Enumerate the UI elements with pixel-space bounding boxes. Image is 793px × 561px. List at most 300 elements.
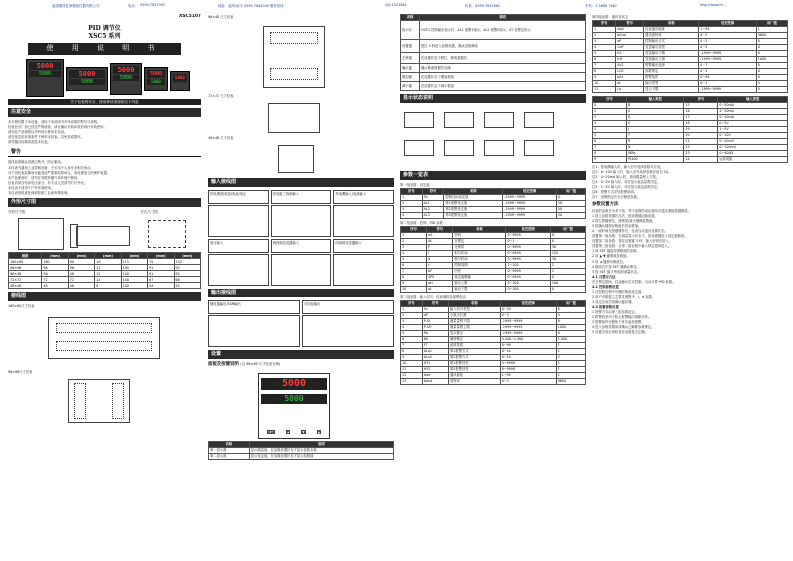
cell: 按住 3 秒进入参数设置，确认参数修改 bbox=[419, 40, 585, 53]
state-box bbox=[444, 140, 474, 156]
cell: 48 bbox=[68, 283, 94, 289]
column-1 bbox=[8, 14, 201, 554]
cell: 0~99 bbox=[500, 342, 556, 348]
output-wiring-title: 输出接线图 bbox=[208, 289, 394, 298]
op-line: 3 报警延时可避免干扰引起误报警。 bbox=[592, 319, 645, 324]
terminal-column-right bbox=[112, 383, 124, 419]
cell: 9 bbox=[593, 156, 627, 162]
cell: 2 bbox=[593, 114, 627, 120]
col-header: 说明 bbox=[249, 442, 393, 448]
wiring-diagram-96x96 bbox=[8, 375, 201, 425]
note-line: 注6：报警方式详见报警说明。 bbox=[592, 189, 637, 194]
display-flow-diagram bbox=[400, 106, 586, 168]
cell: 0~100mV bbox=[718, 144, 788, 150]
cell: ALS bbox=[616, 62, 644, 68]
cell: Pb bbox=[422, 330, 448, 336]
cell: ALo1 bbox=[422, 348, 448, 354]
cell: 23 bbox=[684, 150, 718, 156]
key-function-table bbox=[400, 14, 586, 91]
cell: 1.000 bbox=[556, 336, 585, 342]
up-key[interactable]: ▲ bbox=[317, 430, 320, 435]
terminal-row bbox=[270, 68, 318, 80]
cell: 22 bbox=[684, 144, 718, 150]
dim-header: (mm) bbox=[148, 253, 174, 259]
cell: 8 bbox=[593, 68, 616, 74]
cell: 积分时间 bbox=[453, 250, 506, 256]
cell: 0~100 bbox=[506, 286, 550, 292]
table-title: 第四组参数：通讯及其它 bbox=[592, 14, 629, 19]
cell: 0 bbox=[756, 86, 787, 92]
cell: 11 bbox=[401, 366, 423, 372]
cell: S bbox=[627, 108, 684, 114]
cell: 第2报警回差 bbox=[448, 366, 500, 372]
cell: 1 bbox=[756, 26, 787, 32]
cell: -1999~9999 bbox=[503, 194, 557, 200]
cell: 7 bbox=[593, 144, 627, 150]
cell: 0~3 bbox=[699, 32, 756, 38]
cell: -1999~9999 bbox=[503, 212, 557, 218]
cell: 0~10 bbox=[500, 348, 556, 354]
cell: 0 bbox=[556, 330, 585, 336]
table-row bbox=[209, 454, 394, 460]
cell: 第1报警方式 bbox=[448, 348, 500, 354]
cell: 变送输出下限 bbox=[644, 50, 699, 56]
table-title: 第一组参数：设定值 bbox=[400, 182, 430, 187]
cell: 44 bbox=[148, 283, 174, 289]
cell: 100 bbox=[121, 271, 147, 277]
table-row bbox=[401, 212, 586, 218]
cell: 控制目标设定值 bbox=[444, 194, 503, 200]
cell: 2 bbox=[593, 32, 616, 38]
cell: FT bbox=[422, 342, 448, 348]
cell: 指示灯 bbox=[401, 21, 420, 40]
cell: 满度修正 bbox=[448, 336, 500, 342]
state-box bbox=[484, 112, 514, 128]
cell: N bbox=[627, 144, 684, 150]
cell: 左移键 bbox=[401, 53, 420, 64]
input-caption: 电压输入 bbox=[208, 239, 269, 253]
cell: 20 bbox=[684, 132, 718, 138]
param-table-3 bbox=[400, 300, 586, 385]
cell: 0 bbox=[756, 44, 787, 50]
cell: 测量量程下限 bbox=[448, 318, 500, 324]
cell: 0~9999 bbox=[506, 274, 550, 280]
manual-title: 使 用 说 明 书 bbox=[28, 43, 181, 54]
cell: 在设置状态下增加数值 bbox=[419, 73, 585, 82]
cell: 6 bbox=[401, 336, 423, 342]
col-header: 名称 bbox=[401, 15, 420, 21]
cell: 变送输出类型 bbox=[644, 44, 699, 50]
down-key[interactable]: ▼ bbox=[302, 430, 305, 435]
table-row bbox=[401, 73, 586, 82]
cell: 1 bbox=[550, 268, 585, 274]
op-line: 4 一段时间无按键操作后，仪表自动退出设置状态。 bbox=[592, 229, 668, 234]
op-line: 3 设定完成后按确认键存储。 bbox=[592, 299, 635, 304]
cell: 2 bbox=[401, 200, 423, 206]
setup-title: 设置 bbox=[208, 350, 394, 359]
cell: 8 bbox=[593, 150, 627, 156]
cell: 0 bbox=[550, 232, 585, 238]
cell: 115 bbox=[121, 259, 147, 265]
op-line: 设置第三组参数：在第二组参数中输入特定密码进入。 bbox=[592, 244, 672, 249]
device-sv: 5000 bbox=[113, 75, 139, 81]
cell: 0~9999 bbox=[500, 366, 556, 372]
column-4 bbox=[592, 14, 788, 554]
cell: 0~9999 bbox=[506, 256, 550, 262]
cell: 比例带 bbox=[453, 244, 506, 250]
cell: 7 bbox=[401, 268, 427, 274]
col-header: 设定范围 bbox=[503, 188, 557, 194]
cell: 0 bbox=[556, 194, 585, 200]
param-table-1 bbox=[400, 188, 586, 219]
cell: 7 bbox=[593, 62, 616, 68]
input-figure bbox=[208, 254, 269, 286]
cell: -1999~9999 bbox=[699, 56, 756, 62]
cell: I bbox=[427, 250, 453, 256]
cell: trL bbox=[616, 50, 644, 56]
cell: AL3 bbox=[422, 212, 444, 218]
input-caption: 热电偶输入/电流输入 bbox=[333, 190, 394, 204]
cell: 在设置状态下移位，修改数据位 bbox=[419, 53, 585, 64]
cell: 96×96 bbox=[9, 265, 42, 271]
cell: 3 bbox=[401, 318, 423, 324]
shift-key[interactable]: ◄ bbox=[286, 430, 290, 435]
cell: LCK bbox=[616, 68, 644, 74]
cell: 0~400Ω bbox=[718, 150, 788, 156]
panel-sv-display: 5000 bbox=[261, 394, 327, 404]
fax: 传真：0599-7837862 bbox=[465, 4, 501, 8]
cell: 96 bbox=[42, 265, 68, 271]
cell: 2 bbox=[401, 312, 423, 318]
phone: 0599-7837092 bbox=[140, 3, 165, 7]
size-label: 160×80尺寸仪表 bbox=[8, 304, 35, 309]
cell: 50 bbox=[556, 206, 585, 212]
cell: bAL bbox=[616, 74, 644, 80]
cell: 11 bbox=[593, 86, 616, 92]
cell: 0~10 bbox=[500, 354, 556, 360]
cell: 设置键 bbox=[401, 40, 420, 53]
panel-pv-display: 5000 bbox=[261, 378, 327, 390]
cell: 0~9999 bbox=[506, 232, 550, 238]
cell: 1~99 bbox=[699, 26, 756, 32]
cell: 15 bbox=[684, 102, 718, 108]
cell: 控制输出方式 bbox=[644, 38, 699, 44]
device-pv: 5000 bbox=[147, 70, 165, 78]
column-3 bbox=[400, 14, 586, 554]
cell: 0 bbox=[756, 62, 787, 68]
cell: 91 bbox=[148, 265, 174, 271]
dim-header: (mm) bbox=[68, 253, 94, 259]
cell: 48×48 bbox=[9, 283, 42, 289]
header-bar bbox=[0, 0, 793, 9]
cell: 0~10V bbox=[718, 132, 788, 138]
safety-section-title: 注意安全 bbox=[8, 108, 201, 117]
device-3 bbox=[110, 63, 142, 95]
cell: 80 bbox=[68, 259, 94, 265]
cell: 8 bbox=[401, 274, 427, 280]
mobile: 手机：1-3888 7962 bbox=[585, 4, 617, 8]
op-line: 4 进入参数设置前请确认已解除参数锁定。 bbox=[592, 324, 655, 329]
cell: 92 bbox=[174, 271, 200, 277]
cell: trH bbox=[616, 56, 644, 62]
op-line: 3 按确认键保存修改后的参数值。 bbox=[592, 224, 642, 229]
warning-line: 本产品使用时，请勿在易燃易爆气体环境中使用。 bbox=[8, 175, 81, 180]
col-header: 出厂值 bbox=[756, 20, 787, 26]
address: 地址：福州/南平 0599-7845000 服务热线 bbox=[218, 4, 284, 8]
cell: 50 bbox=[556, 212, 585, 218]
cell: WRe bbox=[627, 150, 684, 156]
cell: 72 bbox=[42, 277, 68, 283]
input-caption: 两线制变送器输入 bbox=[271, 239, 332, 253]
wiring-diagram-160x80 bbox=[8, 309, 201, 369]
cell: Sn bbox=[422, 306, 448, 312]
cell: 1000 bbox=[756, 56, 787, 62]
op-line: 3 用 ◄ 键移动修改位。 bbox=[592, 259, 627, 264]
cell: 96 bbox=[68, 265, 94, 271]
col-header: 设定范围 bbox=[506, 226, 550, 232]
dimension-drawing bbox=[8, 214, 201, 252]
panel-outline bbox=[258, 373, 330, 439]
cell: 1~5V bbox=[718, 126, 788, 132]
col-header: 名称 bbox=[444, 188, 503, 194]
col-header: 符号 bbox=[616, 20, 644, 26]
cell: 17 bbox=[684, 114, 718, 120]
cell: R bbox=[627, 138, 684, 144]
cell: P bbox=[427, 244, 453, 250]
cell: 72×72 bbox=[9, 277, 42, 283]
safety-line: 请勿擅自拆卸或改装本仪表。 bbox=[8, 140, 51, 145]
op-heading: 4.1 自整定方法 bbox=[592, 274, 616, 279]
cell: 9 bbox=[401, 354, 423, 360]
cell: 确认修改数据并存储 bbox=[419, 64, 585, 73]
cell: 30 bbox=[550, 244, 585, 250]
state-box bbox=[484, 140, 514, 156]
cell: 1000 bbox=[556, 324, 585, 330]
cell: 测量量程上限 bbox=[448, 324, 500, 330]
cell: 增加键 bbox=[401, 73, 420, 82]
cell: 7 bbox=[401, 342, 423, 348]
cell: 48 bbox=[42, 283, 68, 289]
cell: 0 bbox=[556, 312, 585, 318]
cell: 0 bbox=[550, 238, 585, 244]
devices-photo bbox=[8, 57, 201, 97]
note-line: 注7：参数锁定后无法修改参数。 bbox=[592, 194, 641, 199]
company-name: 福建顺昌虹润精密仪器有限公司 bbox=[52, 4, 100, 8]
cell: 6 bbox=[401, 262, 427, 268]
cell: 0~29 bbox=[500, 306, 556, 312]
cell: 8 bbox=[95, 283, 121, 289]
wiring-diagram-48x48 bbox=[208, 141, 394, 175]
cell: 1~99 bbox=[500, 372, 556, 378]
column-2 bbox=[208, 14, 394, 554]
cell: ot bbox=[616, 80, 644, 86]
cell: 第3报警设定值 bbox=[444, 212, 503, 218]
title-2: XSC5 系列 bbox=[88, 33, 121, 41]
dim-header: (mm) bbox=[121, 253, 147, 259]
cell: Add bbox=[422, 372, 448, 378]
cell: 0 bbox=[756, 68, 787, 74]
cell: d bbox=[427, 256, 453, 262]
cell: 报警延时 bbox=[644, 74, 699, 80]
cell: Add bbox=[616, 26, 644, 32]
cell: 显示测量值，在参数设置状态下显示参数名称 bbox=[249, 448, 393, 454]
cell: 0~5V bbox=[718, 120, 788, 126]
col-header: 序号 bbox=[401, 226, 427, 232]
cell: oL bbox=[427, 286, 453, 292]
op-line: 设置第二组参数：按住设置键 3 秒，输入密码后进入。 bbox=[592, 239, 673, 244]
param-setting-title: 参数设置方法 bbox=[592, 202, 619, 208]
cell: 参数锁定 bbox=[644, 68, 699, 74]
cell: 4 bbox=[401, 212, 423, 218]
cell: P-SH bbox=[422, 324, 448, 330]
cell: AL1 bbox=[422, 200, 444, 206]
cell: 12 bbox=[95, 271, 121, 277]
cell: 4 bbox=[593, 126, 627, 132]
cell: 4 bbox=[401, 250, 427, 256]
terminal-row-top bbox=[56, 323, 152, 333]
col-header: 名称 bbox=[453, 226, 506, 232]
table-row bbox=[9, 283, 201, 289]
cell: 96 bbox=[42, 271, 68, 277]
banner: 关于仪表的安全、使用事项请阅读以下内容 bbox=[8, 99, 201, 106]
cell: dF bbox=[427, 268, 453, 274]
cell: 160 bbox=[42, 259, 68, 265]
cell: 0~20mV bbox=[718, 138, 788, 144]
cell: 96×48 bbox=[9, 271, 42, 277]
col-header: 序号 bbox=[401, 300, 423, 306]
input-figure bbox=[333, 254, 394, 286]
cell: KK bbox=[422, 336, 448, 342]
device-2 bbox=[66, 67, 108, 91]
dimension-section-title: 外形尺寸图 bbox=[8, 198, 201, 207]
warning-line: 对于因仪表故障而可能造成严重事故的场合，请设置独立的保护装置。 bbox=[8, 170, 111, 175]
cell: 设定值限幅 bbox=[453, 274, 506, 280]
op-line: 设置第一组参数：在测量显示状态下，按设置键进入设定值修改。 bbox=[592, 234, 688, 239]
cell: 第二显示窗 bbox=[209, 454, 250, 460]
cell: B bbox=[627, 102, 684, 108]
cell: 0 bbox=[593, 102, 627, 108]
device-4 bbox=[144, 67, 168, 91]
safety-line: 仪表在出厂前已经过严格检验，请在确认安装环境后再行安装使用。 bbox=[8, 125, 107, 130]
state-box bbox=[444, 112, 474, 128]
cell: 通讯波特率 bbox=[644, 32, 699, 38]
cell: 0~7 bbox=[699, 62, 756, 68]
terminal-block bbox=[268, 103, 320, 133]
cell: 显示下限 bbox=[644, 86, 699, 92]
cell: 1 bbox=[556, 342, 585, 348]
cell: oP bbox=[616, 38, 644, 44]
param-list-title: 参数一览表 bbox=[400, 171, 586, 180]
col-header: 出厂值 bbox=[556, 188, 585, 194]
state-box bbox=[524, 112, 554, 128]
op-heading: 4.3 报警参数设置 bbox=[592, 304, 619, 309]
cell: 19 bbox=[684, 126, 718, 132]
note-line: 注5：1~5V 输入时，对应显示值由量程决定。 bbox=[592, 184, 661, 189]
input-caption: 四线制变送器输入 bbox=[333, 239, 394, 253]
cell: 第1报警设定值 bbox=[444, 200, 503, 206]
output-caption: 可控硅输出 bbox=[302, 300, 394, 314]
cell: 第2报警方式 bbox=[448, 354, 500, 360]
cell: 变送输出上限 bbox=[644, 56, 699, 62]
cell: -1999~9999 bbox=[500, 330, 556, 336]
input-figure bbox=[333, 205, 394, 237]
cell: 0~20mA bbox=[718, 102, 788, 108]
set-key[interactable]: SET bbox=[268, 430, 274, 435]
cell: P-SL bbox=[422, 318, 448, 324]
cell: 1 bbox=[556, 360, 585, 366]
output-figure bbox=[208, 315, 300, 347]
cell: J bbox=[627, 126, 684, 132]
panel-drawing bbox=[208, 369, 394, 441]
cell: 13 bbox=[401, 378, 423, 384]
op-line: 1 用 SET 键选择需修改的参数。 bbox=[592, 249, 640, 254]
cell: 18 bbox=[684, 120, 718, 126]
terminal-row-bottom bbox=[56, 341, 152, 351]
panel-subtitle: 面板及按键说明 bbox=[208, 362, 239, 368]
col-header: 符号 bbox=[422, 300, 448, 306]
cell: 10 bbox=[401, 286, 427, 292]
op-line: 仪表的参数分为若干组，每个参数的设定值均可通过面板按键修改。 bbox=[592, 209, 691, 214]
cell: 100 bbox=[121, 265, 147, 271]
col-header: 名称 bbox=[448, 300, 500, 306]
cell: 1 bbox=[401, 232, 427, 238]
note-line: 注3：4~20mA 输入时，请设置量程上下限。 bbox=[592, 174, 660, 179]
size-label: 72×72 尺寸仪表 bbox=[208, 94, 234, 99]
op-heading: 4.2 控制参数设置 bbox=[592, 284, 619, 289]
cell: 0~9999 bbox=[500, 360, 556, 366]
cell: 第1报警回差 bbox=[448, 360, 500, 366]
cell: 5 bbox=[593, 50, 616, 56]
cell: 72 bbox=[68, 277, 94, 283]
cutout-outline bbox=[148, 220, 186, 248]
cell: 滤波系数 bbox=[448, 342, 500, 348]
cell: 2 bbox=[401, 238, 427, 244]
output-caption: 继电器输出/SSR输出 bbox=[208, 300, 300, 314]
wiring-diagram-72x72 bbox=[208, 99, 394, 135]
state-box bbox=[524, 140, 554, 156]
wiring-diagram-96x48 bbox=[208, 20, 394, 94]
warning-line: 仪表内部含有高电压部分，非专业人员请勿打开外壳。 bbox=[8, 180, 88, 185]
cell: 0~9999 bbox=[506, 250, 550, 256]
cell: 0 bbox=[756, 38, 787, 44]
cell: 1 bbox=[556, 366, 585, 372]
cell: -1999~9999 bbox=[500, 318, 556, 324]
safety-line: 本手册仅限于本设备，适用于本说明书中所说明的型号与规格。 bbox=[8, 120, 101, 125]
op-line: 1 在控制过程中可随时修改设定值。 bbox=[592, 289, 645, 294]
cell: 远传电阻 bbox=[718, 156, 788, 162]
panel-keys bbox=[267, 430, 321, 434]
table-row bbox=[401, 286, 586, 292]
col-header: 序号 bbox=[593, 96, 627, 102]
cell: Lo bbox=[616, 86, 644, 92]
warning-title: 警告 bbox=[8, 148, 201, 158]
cell: 小数点位置 bbox=[448, 312, 500, 318]
cell: 92 bbox=[174, 265, 200, 271]
input-wiring-title: 输入接线图 bbox=[208, 178, 394, 187]
dim-header: 规格 bbox=[9, 253, 42, 259]
warning-line: 本仪表为通用工业控制设备，不可用于人身安全相关场合。 bbox=[8, 165, 94, 170]
cell: 12 bbox=[401, 372, 423, 378]
cell: 10 bbox=[401, 360, 423, 366]
param-table-2 bbox=[400, 226, 586, 293]
cell: 0~99 bbox=[699, 74, 756, 80]
cell: 报警输出选择 bbox=[644, 62, 699, 68]
device-sv: 5000 bbox=[69, 79, 105, 85]
note-line: 注2：0~10V 输入时，输入信号选择参数应设为 20。 bbox=[592, 169, 672, 174]
cell: oH bbox=[427, 280, 453, 286]
cell: 1 bbox=[556, 372, 585, 378]
device-5 bbox=[170, 71, 190, 91]
